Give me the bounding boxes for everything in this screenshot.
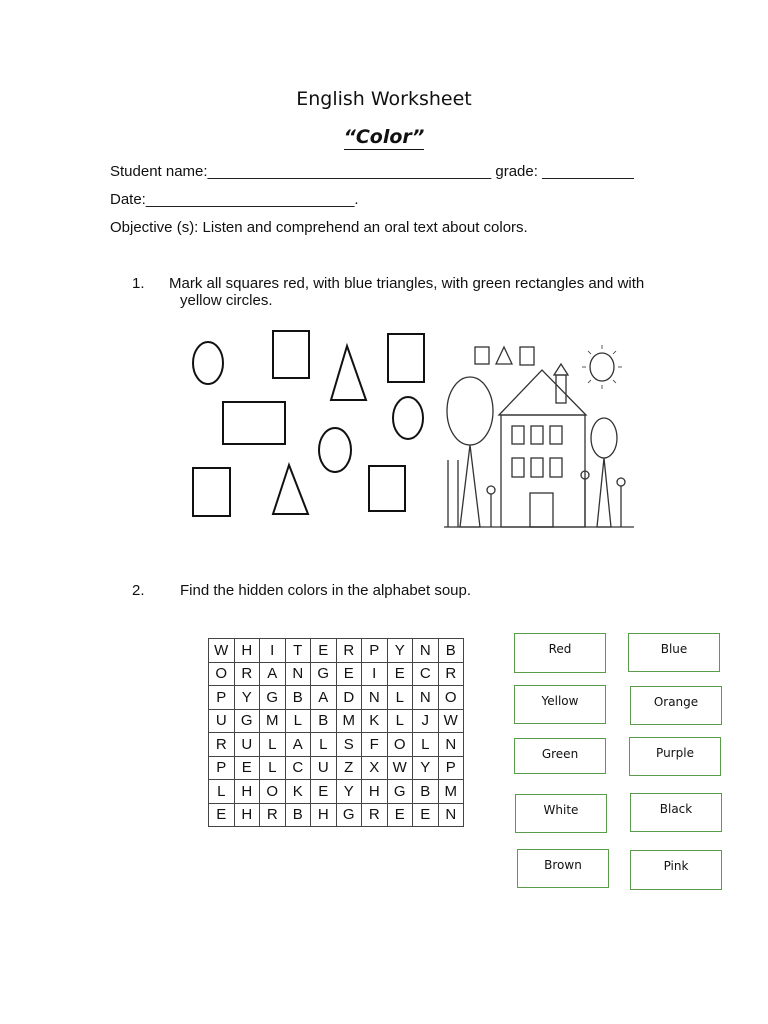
soup-row <box>209 662 464 686</box>
tree-right-crown <box>591 418 617 458</box>
soup-letter: R <box>336 639 362 663</box>
soup-letter: R <box>209 733 235 757</box>
soup-letter: I <box>260 639 286 663</box>
square-shape <box>520 347 534 365</box>
soup-letter: F <box>362 733 388 757</box>
soup-letter: H <box>311 803 337 827</box>
worksheet-subtitle <box>0 126 768 148</box>
house-door <box>530 493 553 527</box>
soup-letter: U <box>234 733 260 757</box>
soup-letter: N <box>438 733 464 757</box>
objective-line: Objective (s): Listen and comprehend an oral text about colors. <box>110 219 528 236</box>
soup-letter: R <box>362 803 388 827</box>
color-box-red: Red <box>514 633 606 673</box>
square-shape <box>475 347 489 364</box>
soup-letter: H <box>362 780 388 804</box>
color-box-black: Black <box>630 793 722 832</box>
soup-letter: G <box>387 780 413 804</box>
color-box-brown: Brown <box>517 849 609 888</box>
soup-letter: N <box>413 686 439 710</box>
soup-letter: G <box>336 803 362 827</box>
circle-shape <box>193 342 223 384</box>
soup-letter: N <box>362 686 388 710</box>
question-2-text: Find the hidden colors in the alphabet soup. <box>180 582 472 599</box>
question-1-text-line1: Mark all squares red, with blue triangles, with green rectangles and with <box>169 275 645 292</box>
soup-letter: R <box>260 803 286 827</box>
soup-row <box>209 686 464 710</box>
soup-letter: O <box>260 780 286 804</box>
square-shape <box>193 468 230 516</box>
soup-letter: W <box>438 709 464 733</box>
soup-letter: G <box>234 709 260 733</box>
soup-letter: U <box>311 756 337 780</box>
soup-letter: B <box>285 686 311 710</box>
student-name-line: Student name:__________________________________ grade: ___________ <box>110 163 634 180</box>
sun-rays <box>582 345 622 389</box>
soup-letter: C <box>413 662 439 686</box>
soup-letter: P <box>362 639 388 663</box>
triangle-shape <box>496 347 512 364</box>
circle-shape <box>319 428 351 472</box>
soup-row <box>209 803 464 827</box>
triangle-shape <box>331 346 366 400</box>
house-illustration <box>444 340 644 535</box>
soup-letter: B <box>413 780 439 804</box>
soup-letter: I <box>362 662 388 686</box>
soup-letter: N <box>413 639 439 663</box>
square-shape <box>273 331 309 378</box>
tree-right-trunk <box>597 458 611 527</box>
soup-letter: T <box>285 639 311 663</box>
soup-letter: M <box>438 780 464 804</box>
soup-letter: H <box>234 780 260 804</box>
color-box-white: White <box>515 794 607 833</box>
soup-letter: E <box>311 780 337 804</box>
soup-letter: E <box>311 639 337 663</box>
soup-letter: E <box>336 662 362 686</box>
soup-row <box>209 756 464 780</box>
soup-letter: W <box>209 639 235 663</box>
soup-letter: G <box>311 662 337 686</box>
soup-letter: L <box>260 733 286 757</box>
soup-row <box>209 709 464 733</box>
soup-letter: K <box>285 780 311 804</box>
subtitle-text: “Color” <box>343 126 425 148</box>
color-box-purple: Purple <box>629 737 721 776</box>
soup-letter: R <box>234 662 260 686</box>
soup-letter: H <box>234 639 260 663</box>
alphabet-soup-grid <box>208 638 464 827</box>
question-2-number: 2. <box>132 582 145 599</box>
soup-letter: O <box>209 662 235 686</box>
soup-letter: L <box>387 709 413 733</box>
date-line: Date:_________________________. <box>110 191 359 208</box>
color-box-pink: Pink <box>630 850 722 890</box>
soup-letter: L <box>285 709 311 733</box>
soup-letter: Y <box>387 639 413 663</box>
triangle-shape <box>273 465 308 514</box>
chimney-roof <box>554 364 568 375</box>
soup-letter: M <box>336 709 362 733</box>
soup-letter: U <box>209 709 235 733</box>
soup-letter: A <box>311 686 337 710</box>
circle-shape <box>393 397 423 439</box>
soup-letter: M <box>260 709 286 733</box>
soup-letter: H <box>234 803 260 827</box>
worksheet-title: English Worksheet <box>296 88 472 110</box>
soup-letter: E <box>234 756 260 780</box>
rectangle-shape <box>223 402 285 444</box>
soup-letter: B <box>438 639 464 663</box>
house-roof <box>499 370 586 415</box>
soup-letter: Y <box>336 780 362 804</box>
soup-letter: L <box>209 780 235 804</box>
soup-letter: S <box>336 733 362 757</box>
soup-letter: L <box>387 686 413 710</box>
soup-letter: Y <box>413 756 439 780</box>
soup-letter: W <box>387 756 413 780</box>
soup-letter: P <box>438 756 464 780</box>
soup-letter: A <box>285 733 311 757</box>
soup-letter: D <box>336 686 362 710</box>
shapes-illustration <box>186 326 436 526</box>
soup-letter: P <box>209 756 235 780</box>
soup-letter: O <box>387 733 413 757</box>
soup-letter: E <box>413 803 439 827</box>
soup-letter: L <box>260 756 286 780</box>
soup-letter: B <box>285 803 311 827</box>
tree-left-trunk <box>460 445 480 527</box>
tree-left-crown <box>447 377 493 445</box>
soup-letter: P <box>209 686 235 710</box>
soup-letter: C <box>285 756 311 780</box>
soup-letter: G <box>260 686 286 710</box>
soup-letter: O <box>438 686 464 710</box>
sun-icon <box>590 353 614 381</box>
soup-letter: Z <box>336 756 362 780</box>
color-box-yellow: Yellow <box>514 685 606 724</box>
soup-letter: E <box>387 803 413 827</box>
square-shape <box>369 466 405 511</box>
soup-letter: R <box>438 662 464 686</box>
question-1-number: 1. <box>132 275 145 292</box>
soup-letter: L <box>413 733 439 757</box>
soup-letter: X <box>362 756 388 780</box>
soup-letter: N <box>438 803 464 827</box>
soup-row <box>209 639 464 663</box>
soup-letter: Y <box>234 686 260 710</box>
soup-row <box>209 780 464 804</box>
color-box-blue: Blue <box>628 633 720 672</box>
soup-letter: E <box>387 662 413 686</box>
color-box-green: Green <box>514 738 606 774</box>
soup-letter: B <box>311 709 337 733</box>
soup-letter: L <box>311 733 337 757</box>
color-box-orange: Orange <box>630 686 722 725</box>
question-1-text-line2: yellow circles. <box>180 292 273 309</box>
soup-letter: N <box>285 662 311 686</box>
soup-row <box>209 733 464 757</box>
square-shape <box>388 334 424 382</box>
soup-letter: K <box>362 709 388 733</box>
soup-letter: E <box>209 803 235 827</box>
soup-letter: J <box>413 709 439 733</box>
soup-letter: A <box>260 662 286 686</box>
